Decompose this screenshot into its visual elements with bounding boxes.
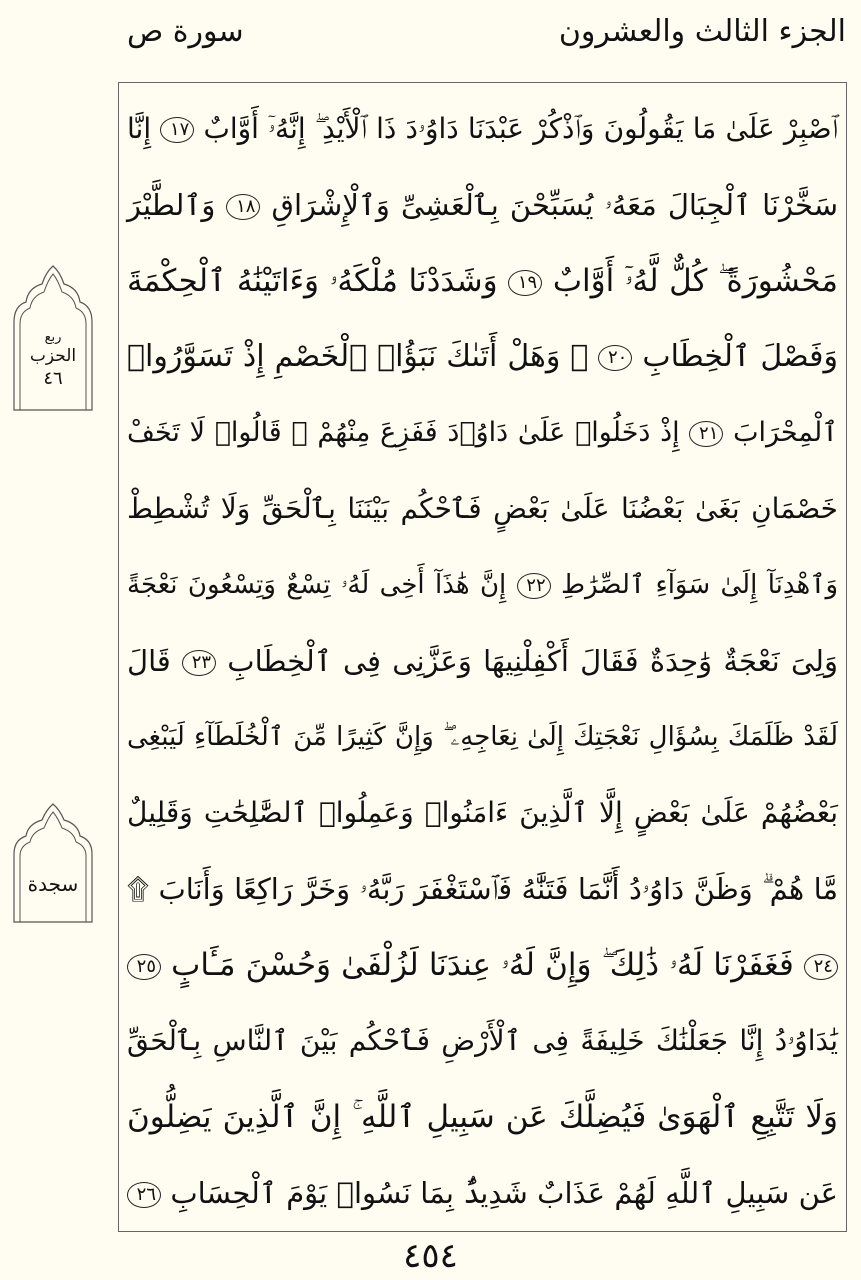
verse-text: إِنَّ هَٰذَآ أَخِى لَهُۥ تِسْعٌ وَتِسْعُونَ نَعْجَةً <box>127 570 507 600</box>
page-header <box>0 0 861 70</box>
verse-text: وَفَصْلَ ٱلْخِطَابِ <box>642 339 838 374</box>
ayah-number-marker: ٢٤ <box>804 954 838 980</box>
juz-label: الجزء الثالث والعشرون <box>558 14 846 49</box>
verse-text: مَحْشُورَةً ۖ كُلٌّ لَّهُۥٓ أَوَّابٌ <box>552 263 838 299</box>
verse-line <box>127 699 838 775</box>
verse-text: لَقَدْ ظَلَمَكَ بِسُؤَالِ نَعْجَتِكَ إِلَىٰ نِعَاجِهِۦ ۖ وَإِنَّ كَثِيرًا مِّنَ ٱلْخُلَطَآءِ لَيَبْغِى <box>127 722 838 752</box>
verse-text: خَصْمَانِ بَغَىٰ بَعْضُنَا عَلَىٰ بَعْضٍ فَٱحْكُم بَيْنَنَا بِٱلْحَقِّ وَلَا تُشْطِطْ <box>127 492 838 525</box>
verse-text: وَٱلطَّيْرَ <box>127 188 216 222</box>
verse-text: قَالَ <box>127 644 171 678</box>
verse-lines <box>127 83 838 1231</box>
ayah-number-marker: ٢٣ <box>182 650 216 676</box>
verse-text: سَخَّرْنَا ٱلْجِبَالَ مَعَهُۥ يُسَبِّحْنَ بِٱلْعَشِىِّ وَٱلْإِشْرَاقِ <box>271 188 839 222</box>
page-number: ٤٥٤ <box>403 1236 458 1276</box>
verse-text: مَّا هُمْ ۗ وَظَنَّ دَاوُۥدُ أَنَّمَا فَتَنَّٰهُ فَٱسْتَغْفَرَ رَبَّهُۥ وَخَرَّ رَاكِعًا وَأَنَابَ ۩ <box>127 872 838 906</box>
verse-text: وَلِىَ نَعْجَةٌ وَٰحِدَةٌ فَقَالَ أَكْفِلْنِيهَا وَعَزَّنِى فِى ٱلْخِطَابِ <box>227 644 839 678</box>
verse-line <box>127 1003 838 1079</box>
hizb-quarter-marker <box>12 262 94 412</box>
surah-label: سورة ص <box>127 14 244 49</box>
ayah-number-marker: ٢٠ <box>598 345 632 371</box>
verse-line <box>127 775 838 851</box>
verse-line <box>127 1155 838 1231</box>
verse-line <box>127 851 838 927</box>
verse-line <box>127 319 838 395</box>
verse-line <box>127 395 838 471</box>
verse-text: وَٱهْدِنَآ إِلَىٰ سَوَآءِ ٱلصِّرَٰطِ <box>561 570 839 600</box>
verse-text: بَعْضُهُمْ عَلَىٰ بَعْضٍ إِلَّا ٱلَّذِينَ ءَامَنُوا۟ وَعَمِلُوا۟ ٱلصَّٰلِحَٰتِ وَقَلِيلٌ <box>127 796 838 829</box>
verse-text: فَغَفَرْنَا لَهُۥ ذَٰلِكَ ۖ وَإِنَّ لَهُۥ عِندَنَا لَزُلْفَىٰ وَحُسْنَ مَـَٔابٍ <box>171 947 794 983</box>
verse-line <box>127 243 838 319</box>
verse-text: ۞ وَهَلْ أَتَىٰكَ نَبَؤُا۟ ٱلْخَصْمِ إِذْ تَسَوَّرُوا۟ <box>127 339 589 374</box>
verse-line <box>127 91 838 167</box>
verse-line <box>127 471 838 547</box>
verse-line <box>127 927 838 1003</box>
sajda-marker <box>12 802 94 924</box>
arch-ornament-icon <box>12 802 94 924</box>
ayah-number-marker: ١٩ <box>508 270 542 296</box>
verse-text: إِذْ دَخَلُوا۟ عَلَىٰ دَاوُۥدَ فَفَزِعَ مِنْهُمْ ۖ قَالُوا۟ لَا تَخَفْ <box>127 417 680 448</box>
ayah-number-marker: ٢٦ <box>127 1182 161 1208</box>
verse-line <box>127 1079 838 1155</box>
ayah-number-marker: ١٨ <box>226 194 260 220</box>
verse-text: وَلَا تَتَّبِعِ ٱلْهَوَىٰ فَيُضِلَّكَ عَن سَبِيلِ ٱللَّهِ ۚ إِنَّ ٱلَّذِينَ يَضِلُّونَ <box>127 1099 838 1135</box>
verse-line <box>127 167 838 243</box>
verse-text: ٱصْبِرْ عَلَىٰ مَا يَقُولُونَ وَٱذْكُرْ عَبْدَنَا دَاوُۥدَ ذَا ٱلْأَيْدِ ۖ إِنَّهُۥٓ أَوَّابٌ <box>203 112 839 145</box>
verse-text: ٱلْمِحْرَابَ <box>733 417 838 448</box>
verse-text: إِنَّا <box>127 112 152 145</box>
hizb-label: الحزب <box>29 346 77 366</box>
verse-text: عَن سَبِيلِ ٱللَّهِ لَهُمْ عَذَابٌ شَدِيدٌۢ بِمَا نَسُوا۟ يَوْمَ ٱلْحِسَابِ <box>170 1176 838 1210</box>
ayah-number-marker: ٢٢ <box>517 573 551 599</box>
hizb-quarter-label: ربع <box>44 330 62 345</box>
sajda-label: سجدة <box>27 872 79 896</box>
text-frame <box>118 82 847 1232</box>
verse-line <box>127 547 838 623</box>
verse-line <box>127 623 838 699</box>
hizb-number: ٤٦ <box>43 368 63 389</box>
verse-text: يَٰدَاوُۥدُ إِنَّا جَعَلْنَٰكَ خَلِيفَةً فِى ٱلْأَرْضِ فَٱحْكُم بَيْنَ ٱلنَّاسِ بِٱلْحَقِّ <box>127 1024 838 1057</box>
verse-text: وَشَدَدْنَا مُلْكَهُۥ وَءَاتَيْنَٰهُ ٱلْحِكْمَةَ <box>127 263 498 299</box>
ayah-number-marker: ١٧ <box>160 117 194 143</box>
ayah-number-marker: ٢١ <box>689 421 723 447</box>
ayah-number-marker: ٢٥ <box>127 954 161 980</box>
